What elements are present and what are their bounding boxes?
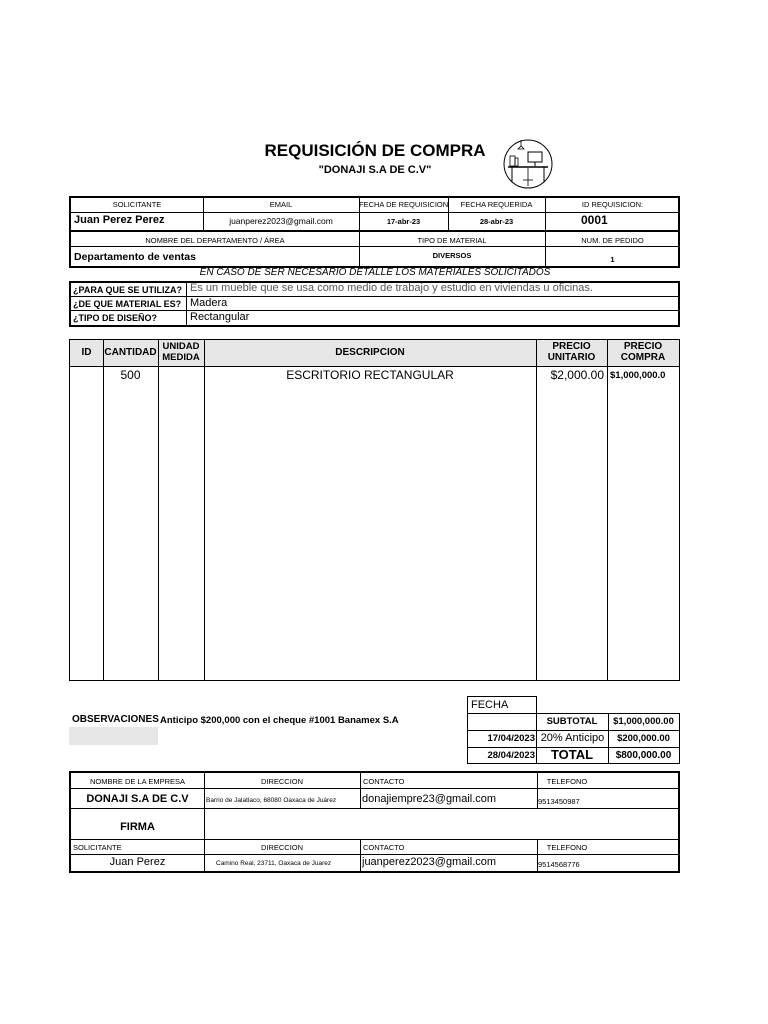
num-pedido-label: NUM. DE PEDIDO bbox=[581, 236, 644, 245]
detail-value-material: Madera bbox=[190, 297, 228, 309]
tipo-material-label: TIPO DE MATERIAL bbox=[417, 236, 487, 245]
empresa-nombre: DONAJI S.A DE C.V bbox=[86, 793, 189, 805]
row-descripcion: ESCRITORIO RECTANGULAR bbox=[286, 368, 454, 382]
fecha-requisicion-label: FECHA DE REQUISICION bbox=[359, 200, 448, 209]
company-subtitle: "DONAJI S.A DE C.V" bbox=[318, 164, 432, 176]
col-descripcion-header: DESCRIPCION bbox=[335, 347, 405, 358]
observaciones-shading bbox=[69, 727, 158, 745]
tipo-material-value: DIVERSOS bbox=[432, 251, 472, 260]
id-requisicion-label: ID REQUISICION: bbox=[581, 200, 644, 209]
subtotal-label: SUBTOTAL bbox=[546, 716, 598, 727]
num-pedido-value: 1 bbox=[610, 255, 615, 264]
detail-label-material: ¿DE QUE MATERIAL ES? bbox=[73, 299, 182, 309]
solicitante-direccion: Camino Real, 23711, Oaxaca de Juarez bbox=[216, 860, 332, 867]
total-date: 28/04/2023 bbox=[487, 750, 535, 761]
empresa-direccion-label: DIRECCION bbox=[260, 777, 304, 786]
fecha-requisicion-value: 17-abr-23 bbox=[386, 217, 421, 226]
solicitante-direccion-label: DIRECCION bbox=[260, 843, 304, 852]
col-precio-unitario-header-line1: PRECIO bbox=[552, 341, 591, 352]
solicitante-telefono: 9514568776 bbox=[538, 860, 580, 869]
detail-value-uso: Es un mueble que se usa como medio de trabajo y estudio en viviendas u oficinas. bbox=[190, 282, 593, 294]
detail-value-diseno: Rectangular bbox=[190, 311, 250, 323]
col-precio-compra-header-line2: COMPRA bbox=[620, 352, 666, 363]
solicitante-value: Juan Perez Perez bbox=[74, 214, 165, 226]
email-value: juanperez2023@gmail.com bbox=[229, 216, 333, 226]
details-note: EN CASO DE SER NECESARIO DETALLE LOS MATERIALES SOLICITADOS bbox=[199, 267, 551, 278]
detail-label-diseno: ¿TIPO DE DISEÑO? bbox=[73, 313, 158, 323]
col-unidad-header-line2: MEDIDA bbox=[162, 352, 200, 363]
empresa-contacto-label: CONTACTO bbox=[363, 777, 405, 786]
solicitante-contacto-label: CONTACTO bbox=[363, 843, 405, 852]
solicitante-label: SOLICITANTE bbox=[112, 200, 162, 209]
empresa-contacto: donajiempre23@gmail.com bbox=[362, 793, 497, 805]
solicitante-nombre: Juan Perez bbox=[109, 856, 166, 868]
col-precio-compra-header-line1: PRECIO bbox=[623, 341, 663, 352]
fecha-label: FECHA bbox=[467, 696, 537, 714]
email-label: EMAIL bbox=[269, 200, 293, 209]
solicitante-footer-label: SOLICITANTE bbox=[73, 843, 122, 852]
page-title: REQUISICIÓN DE COMPRA bbox=[264, 141, 486, 160]
firma-label: FIRMA bbox=[120, 821, 155, 833]
total-label: TOTAL bbox=[550, 747, 594, 762]
solicitante-telefono-label: TELEFONO bbox=[546, 843, 588, 852]
solicitante-contacto: juanperez2023@gmail.com bbox=[362, 856, 497, 868]
departamento-value: Departamento de ventas bbox=[74, 251, 196, 263]
empresa-direccion: Barrio de Jalatlaco, 68080 Oaxaca de Juárez bbox=[206, 797, 337, 804]
observaciones-label: OBSERVACIONES bbox=[72, 714, 159, 725]
totals-box bbox=[467, 713, 680, 764]
empresa-telefono-label: TELEFONO bbox=[546, 777, 588, 786]
col-precio-unitario-header-line2: UNITARIO bbox=[547, 352, 596, 363]
footer-box bbox=[69, 771, 680, 873]
row-precio-unitario: $2,000.00 bbox=[550, 368, 604, 382]
col-id-header: ID bbox=[81, 347, 92, 358]
col-unidad-header-line1: UNIDAD bbox=[162, 341, 200, 352]
fecha-requerida-label: FECHA REQUERIDA bbox=[460, 200, 533, 209]
row-precio-compra: $1,000,000.0 bbox=[610, 370, 666, 381]
observaciones-text: Anticipo $200,000 con el cheque #1001 Banamex S.A bbox=[160, 715, 399, 726]
departamento-label: NOMBRE DEL DEPARTAMENTO / ÁREA bbox=[145, 236, 285, 245]
firma-signature-area bbox=[205, 809, 679, 839]
anticipo-label: 20% Anticipo bbox=[540, 732, 605, 744]
detail-label-uso: ¿PARA QUE SE UTILIZA? bbox=[73, 285, 182, 295]
anticipo-value: $200,000.00 bbox=[617, 733, 670, 744]
empresa-label: NOMBRE DE LA EMPRESA bbox=[89, 777, 186, 786]
total-value: $800,000.00 bbox=[615, 750, 672, 761]
id-requisicion-value: 0001 bbox=[581, 213, 608, 227]
fecha-requerida-value: 28-abr-23 bbox=[479, 217, 514, 226]
subtotal-value: $1,000,000.00 bbox=[613, 716, 674, 727]
col-cantidad-header: CANTIDAD bbox=[104, 347, 157, 358]
row-cantidad: 500 bbox=[120, 368, 141, 382]
anticipo-date: 17/04/2023 bbox=[487, 733, 535, 744]
empresa-telefono: 9513450987 bbox=[538, 797, 580, 806]
